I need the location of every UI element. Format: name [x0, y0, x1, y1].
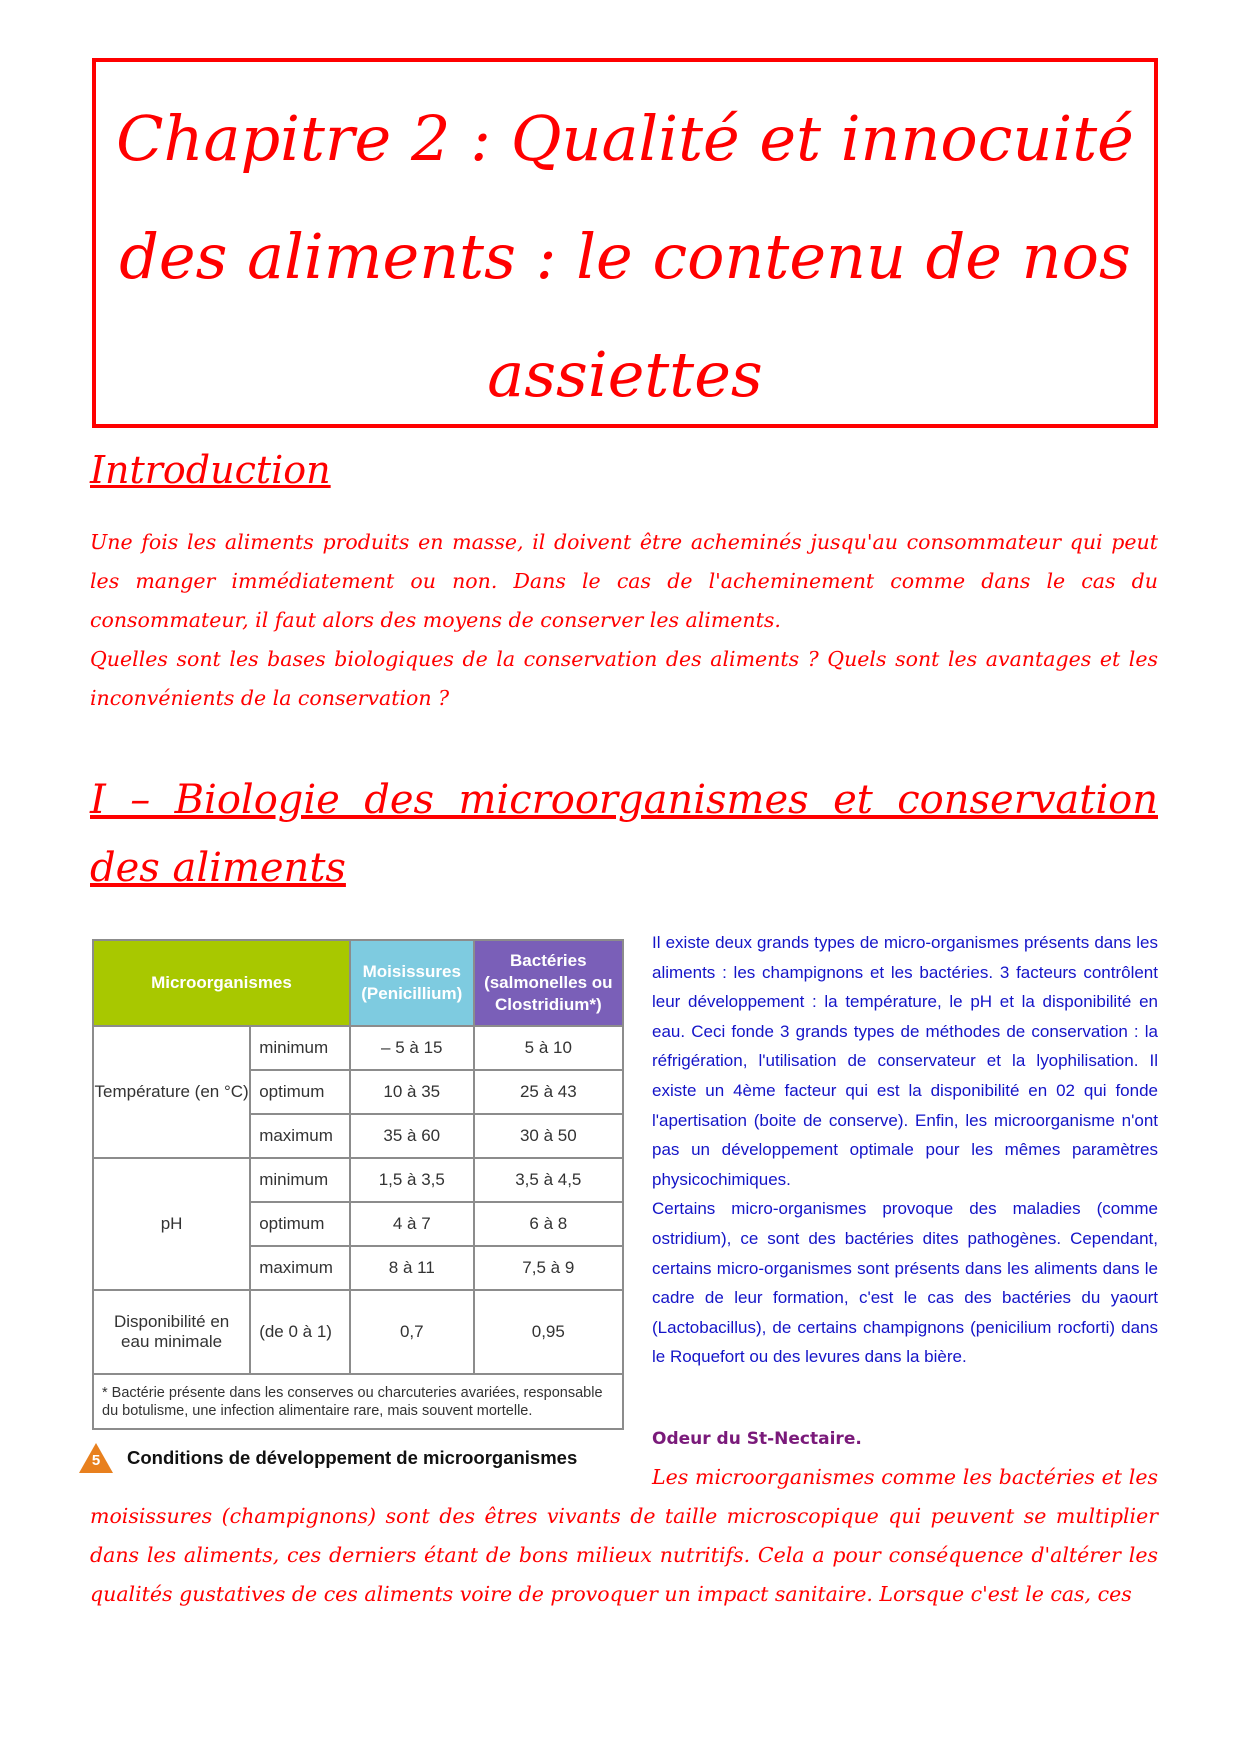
value-cell: 10 à 35 [350, 1070, 474, 1114]
chapter-title-box [92, 58, 1158, 428]
value-cell: 30 à 50 [474, 1114, 623, 1158]
table-footnote: * Bactérie présente dans les conserves ou charcuteries avariées, responsable du botulisme, une infection alimentaire rare, mais souvent mortelle. [93, 1374, 623, 1429]
param-cell: maximum [250, 1246, 350, 1290]
value-cell: 8 à 11 [350, 1246, 474, 1290]
value-cell: 4 à 7 [350, 1202, 474, 1246]
value-cell: 1,5 à 3,5 [350, 1158, 474, 1202]
value-cell: 0,95 [474, 1290, 623, 1374]
explanation-text [652, 928, 1158, 1372]
microorganism-conditions-table [92, 939, 624, 1430]
value-cell: 35 à 60 [350, 1114, 474, 1158]
param-cell: (de 0 à 1) [250, 1290, 350, 1374]
introduction-text [90, 523, 1158, 718]
group-label: Disponibilité en eau minimale [93, 1290, 250, 1374]
header-bacteries: Bactéries (salmonelles ou Clostridium*) [474, 940, 623, 1026]
value-cell: 3,5 à 4,5 [474, 1158, 623, 1202]
introduction-heading: Introduction [90, 448, 331, 492]
chapter-title-line-3: assiettes [487, 338, 763, 411]
explanation-paragraph-1: Il existe deux grands types de micro-organismes présents dans les aliments : les champignons et les bactéries. 3 facteurs contrôlent leur développement : la température, le pH et la disponibilité en eau. Ceci fonde 3 grands types de méthodes de conservation : la réfrigération, l'utilisation de conservateur et la lyophilisation. Il existe un 4ème facteur qui est la disponibilité en 02 qui fonde l'apertisation (boite de conserve). Enfin, les microorganisme n'ont pas un développement optimale pour les mêmes paramètres physicochimiques. [652, 933, 1158, 1189]
value-cell: 6 à 8 [474, 1202, 623, 1246]
param-cell: optimum [250, 1070, 350, 1114]
value-cell: 5 à 10 [474, 1026, 623, 1070]
odeur-note: Odeur du St-Nectaire. [652, 1429, 862, 1449]
value-cell: 0,7 [350, 1290, 474, 1374]
table-row [93, 1290, 623, 1374]
param-cell: minimum [250, 1158, 350, 1202]
microorganisms-paragraph: Les microorganismes comme les bactéries et les moisissures (champignons) sont des êtres vivants de taille microscopique qui peuvent se multiplier dans les aliments, ces derniers étant de bons milieux nutritifs. Cela a pour conséquence d'altérer les qualités gustatives de ces aliments voire de provoquer un impact sanitaire. Lorsque c'est le cas, ces [90, 1465, 1158, 1606]
introduction-paragraph-1: Une fois les aliments produits en masse, il doivent être acheminés jusqu'au consommateur qui peut les manger immédiatement ou non. Dans le cas de l'acheminement comme dans le cas du consommateur, il faut alors des moyens de conserver les aliments. [90, 530, 1158, 632]
value-cell: 25 à 43 [474, 1070, 623, 1114]
caption-number: 5 [91, 1452, 101, 1469]
param-cell: optimum [250, 1202, 350, 1246]
value-cell: – 5 à 15 [350, 1026, 474, 1070]
group-label: Température (en °C) [93, 1026, 250, 1158]
chapter-title-line-1: Chapitre 2 : Qualité et innocuité [116, 102, 1134, 175]
group-label: pH [93, 1158, 250, 1290]
param-cell: minimum [250, 1026, 350, 1070]
explanation-paragraph-2: Certains micro-organismes provoque des maladies (comme ostridium), ce sont des bactéries dites pathogènes. Cependant, certains micro-organismes sont présents dans les aliments dans le cadre de leur formation, c'est le cas des bactéries du yaourt (Lactobacillus), de certains champignons (penicilium rocforti) dans le Roquefort ou des levures dans la bière. [652, 1199, 1158, 1367]
header-moisissures: Moisissures (Penicillium) [350, 940, 474, 1026]
introduction-paragraph-2: Quelles sont les bases biologiques de la conservation des aliments ? Quels sont les avantages et les inconvénients de la conservation ? [90, 647, 1158, 710]
header-microorganismes: Microorganismes [93, 940, 350, 1026]
value-cell: 7,5 à 9 [474, 1246, 623, 1290]
table-row [93, 1026, 623, 1070]
chapter-title-line-2: des aliments : le contenu de nos [119, 220, 1131, 293]
param-cell: maximum [250, 1114, 350, 1158]
caption-text: Conditions de développement de microorganismes [127, 1447, 578, 1468]
section-1-heading: I – Biologie des microorganismes et conservation des aliments [90, 777, 1158, 891]
table-row [93, 1158, 623, 1202]
